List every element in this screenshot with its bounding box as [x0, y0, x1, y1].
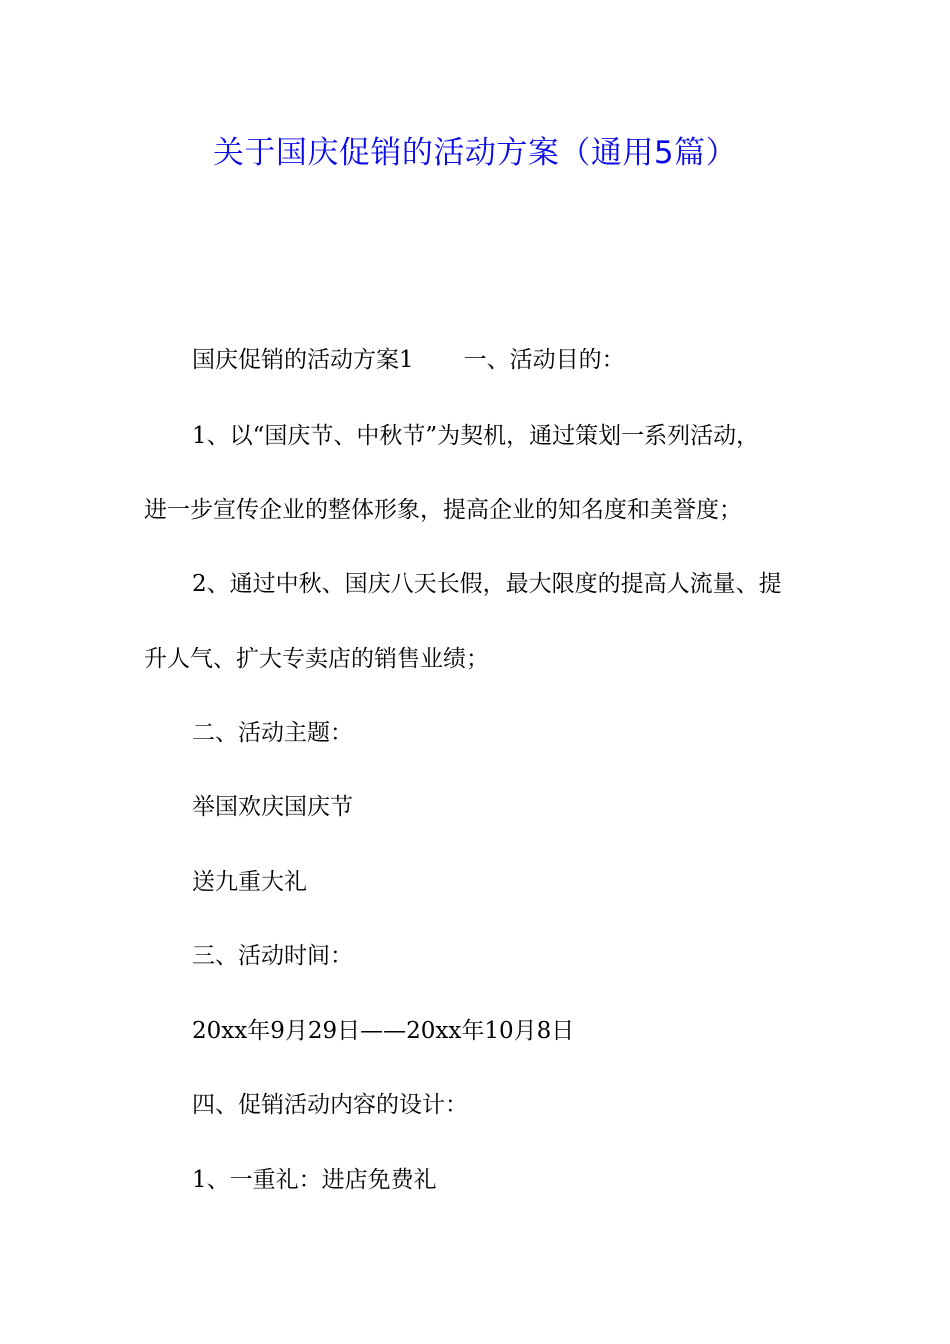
purpose-item-2-line-2: 升人气、扩大专卖店的销售业绩；	[144, 646, 489, 672]
time-value: 20xx年9月29日——20xx年10月8日	[192, 1018, 575, 1044]
theme-line-2: 送九重大礼	[192, 869, 307, 895]
content-heading: 四、促销活动内容的设计：	[192, 1092, 468, 1118]
intro-line	[192, 342, 625, 378]
purpose-heading: 一、活动目的：	[463, 347, 625, 373]
theme-line-1: 举国欢庆国庆节	[192, 794, 353, 820]
intro-heading: 国庆促销的活动方案1	[192, 347, 414, 373]
purpose-item-2-line-1: 2、通过中秋、国庆八天长假，最大限度的提高人流量、提	[192, 571, 782, 597]
content-item-1: 1、一重礼：进店免费礼	[192, 1167, 437, 1193]
theme-heading: 二、活动主题：	[192, 720, 353, 746]
purpose-item-1-line-1: 1、以“国庆节、中秋节”为契机，通过策划一系列活动，	[192, 423, 760, 449]
time-heading: 三、活动时间：	[192, 943, 353, 969]
purpose-item-1-line-2: 进一步宣传企业的整体形象，提高企业的知名度和美誉度；	[144, 497, 742, 523]
document-title: 关于国庆促销的活动方案（通用5篇）	[212, 135, 738, 171]
